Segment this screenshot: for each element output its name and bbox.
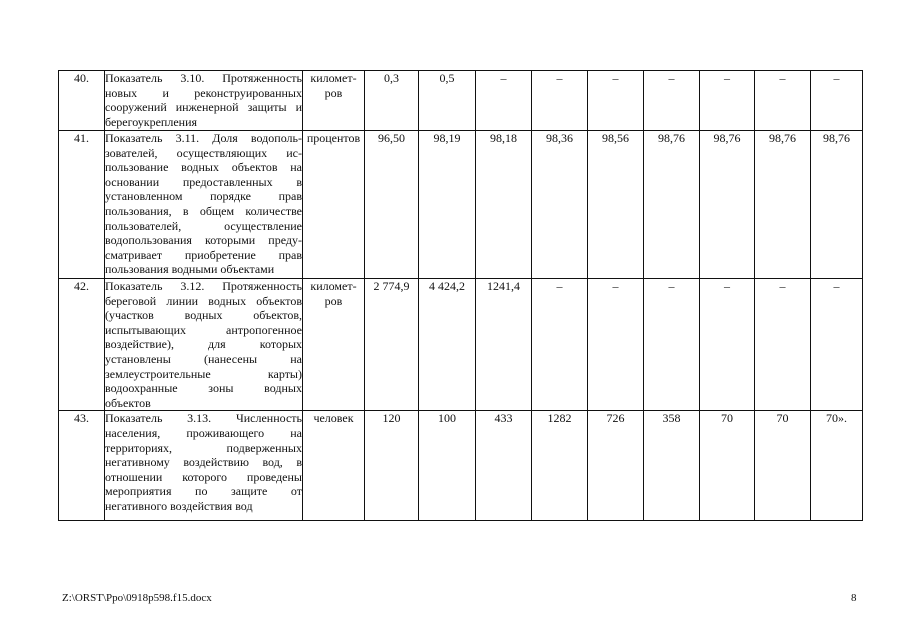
unit-of-measure: [303, 411, 365, 521]
value-cell: 70».: [811, 411, 863, 521]
value-cell: 98,56: [588, 131, 644, 279]
description-line: сооружений инженерной защиты и: [105, 100, 302, 115]
value-cell: 1282: [532, 411, 588, 521]
description-line: отношении которого проведены: [105, 469, 302, 484]
value-cell: –: [644, 279, 700, 411]
unit-line: процентов: [306, 131, 361, 145]
description-line: Показатель 3.10. Протяженность: [105, 71, 302, 85]
row-number: 41.: [59, 131, 105, 279]
unit-line: километ-: [310, 279, 357, 293]
value-cell: 726: [588, 411, 644, 521]
value-cell: –: [811, 71, 863, 131]
value-cell: –: [755, 71, 811, 131]
row-number: 42.: [59, 279, 105, 411]
description-line: сматривает приобретение прав: [105, 247, 302, 262]
value-cell: 120: [365, 411, 419, 521]
unit-line: человек: [313, 411, 354, 426]
description-line: зователей, осуществляющих ис-: [105, 145, 302, 160]
value-cell: –: [532, 279, 588, 411]
row-number: 40.: [59, 71, 105, 131]
description-line: береговой линии водных объектов: [105, 293, 302, 308]
description-line: водоохранные зоны водных: [105, 381, 302, 396]
description-line: пользователей, осуществление: [105, 218, 302, 233]
description-line: Показатель 3.13. Численность: [105, 411, 302, 426]
unit-line: километ-: [310, 71, 357, 85]
value-cell: 4 424,2: [419, 279, 476, 411]
value-cell: –: [588, 279, 644, 411]
value-cell: 98,76: [644, 131, 700, 279]
value-cell: 98,19: [419, 131, 476, 279]
description-line: берегоукрепления: [105, 114, 198, 129]
description-line: испытывающих антропогенное: [105, 322, 302, 337]
value-cell: 98,76: [755, 131, 811, 279]
value-cell: 0,5: [419, 71, 476, 131]
footer-file-path: Z:\ORST\Ppo\0918p598.f15.docx: [62, 592, 212, 604]
value-cell: 70: [755, 411, 811, 521]
indicator-description: [105, 279, 303, 411]
description-line: воздействие), для которых: [105, 337, 302, 352]
value-cell: –: [532, 71, 588, 131]
table-row: [59, 71, 863, 131]
description-line: пользование водных объектов на: [105, 160, 302, 175]
value-cell: –: [476, 71, 532, 131]
unit-of-measure: [303, 279, 365, 411]
description-line: Показатель 3.11. Доля водополь-: [105, 131, 302, 145]
description-line: территориях, подверженных: [105, 440, 302, 455]
indicator-description: [105, 411, 303, 521]
value-cell: 96,50: [365, 131, 419, 279]
description-line: водопользования которыми преду-: [105, 233, 302, 248]
description-line: негативного воздействия вод: [105, 498, 253, 513]
value-cell: 358: [644, 411, 700, 521]
description-line: населения, проживающего на: [105, 425, 302, 440]
value-cell: 2 774,9: [365, 279, 419, 411]
indicator-description: [105, 131, 303, 279]
value-cell: 70: [700, 411, 755, 521]
page-number: 8: [851, 592, 857, 604]
value-cell: 98,18: [476, 131, 532, 279]
value-cell: 0,3: [365, 71, 419, 131]
value-cell: 98,76: [811, 131, 863, 279]
description-line: землеустроительные карты): [105, 366, 302, 381]
indicators-table: [58, 70, 863, 521]
value-cell: –: [644, 71, 700, 131]
description-line: мероприятия по защите от: [105, 484, 302, 499]
value-cell: –: [755, 279, 811, 411]
indicators-table-body: [59, 71, 863, 521]
description-line: пользования водными объектами: [105, 262, 275, 277]
value-cell: 98,36: [532, 131, 588, 279]
value-cell: 1241,4: [476, 279, 532, 411]
table-row: [59, 131, 863, 279]
value-cell: –: [588, 71, 644, 131]
value-cell: 433: [476, 411, 532, 521]
value-cell: –: [700, 279, 755, 411]
description-line: основании предоставленных в: [105, 174, 302, 189]
value-cell: –: [811, 279, 863, 411]
description-line: Показатель 3.12. Протяженность: [105, 279, 302, 293]
description-line: пользования, в общем количестве: [105, 203, 302, 218]
description-line: установленном порядке прав: [105, 189, 302, 204]
unit-line: ров: [324, 293, 343, 308]
value-cell: –: [700, 71, 755, 131]
description-line: новых и реконструированных: [105, 85, 302, 100]
indicator-description: [105, 71, 303, 131]
unit-of-measure: [303, 71, 365, 131]
unit-of-measure: [303, 131, 365, 279]
table-row: [59, 279, 863, 411]
unit-line: ров: [324, 85, 343, 100]
description-line: установлены (нанесены на: [105, 351, 302, 366]
table-row: [59, 411, 863, 521]
row-number: 43.: [59, 411, 105, 521]
value-cell: 98,76: [700, 131, 755, 279]
description-line: негативному воздействию вод, в: [105, 455, 302, 470]
description-line: (участков водных объектов,: [105, 308, 302, 323]
description-line: объектов: [105, 395, 151, 410]
value-cell: 100: [419, 411, 476, 521]
